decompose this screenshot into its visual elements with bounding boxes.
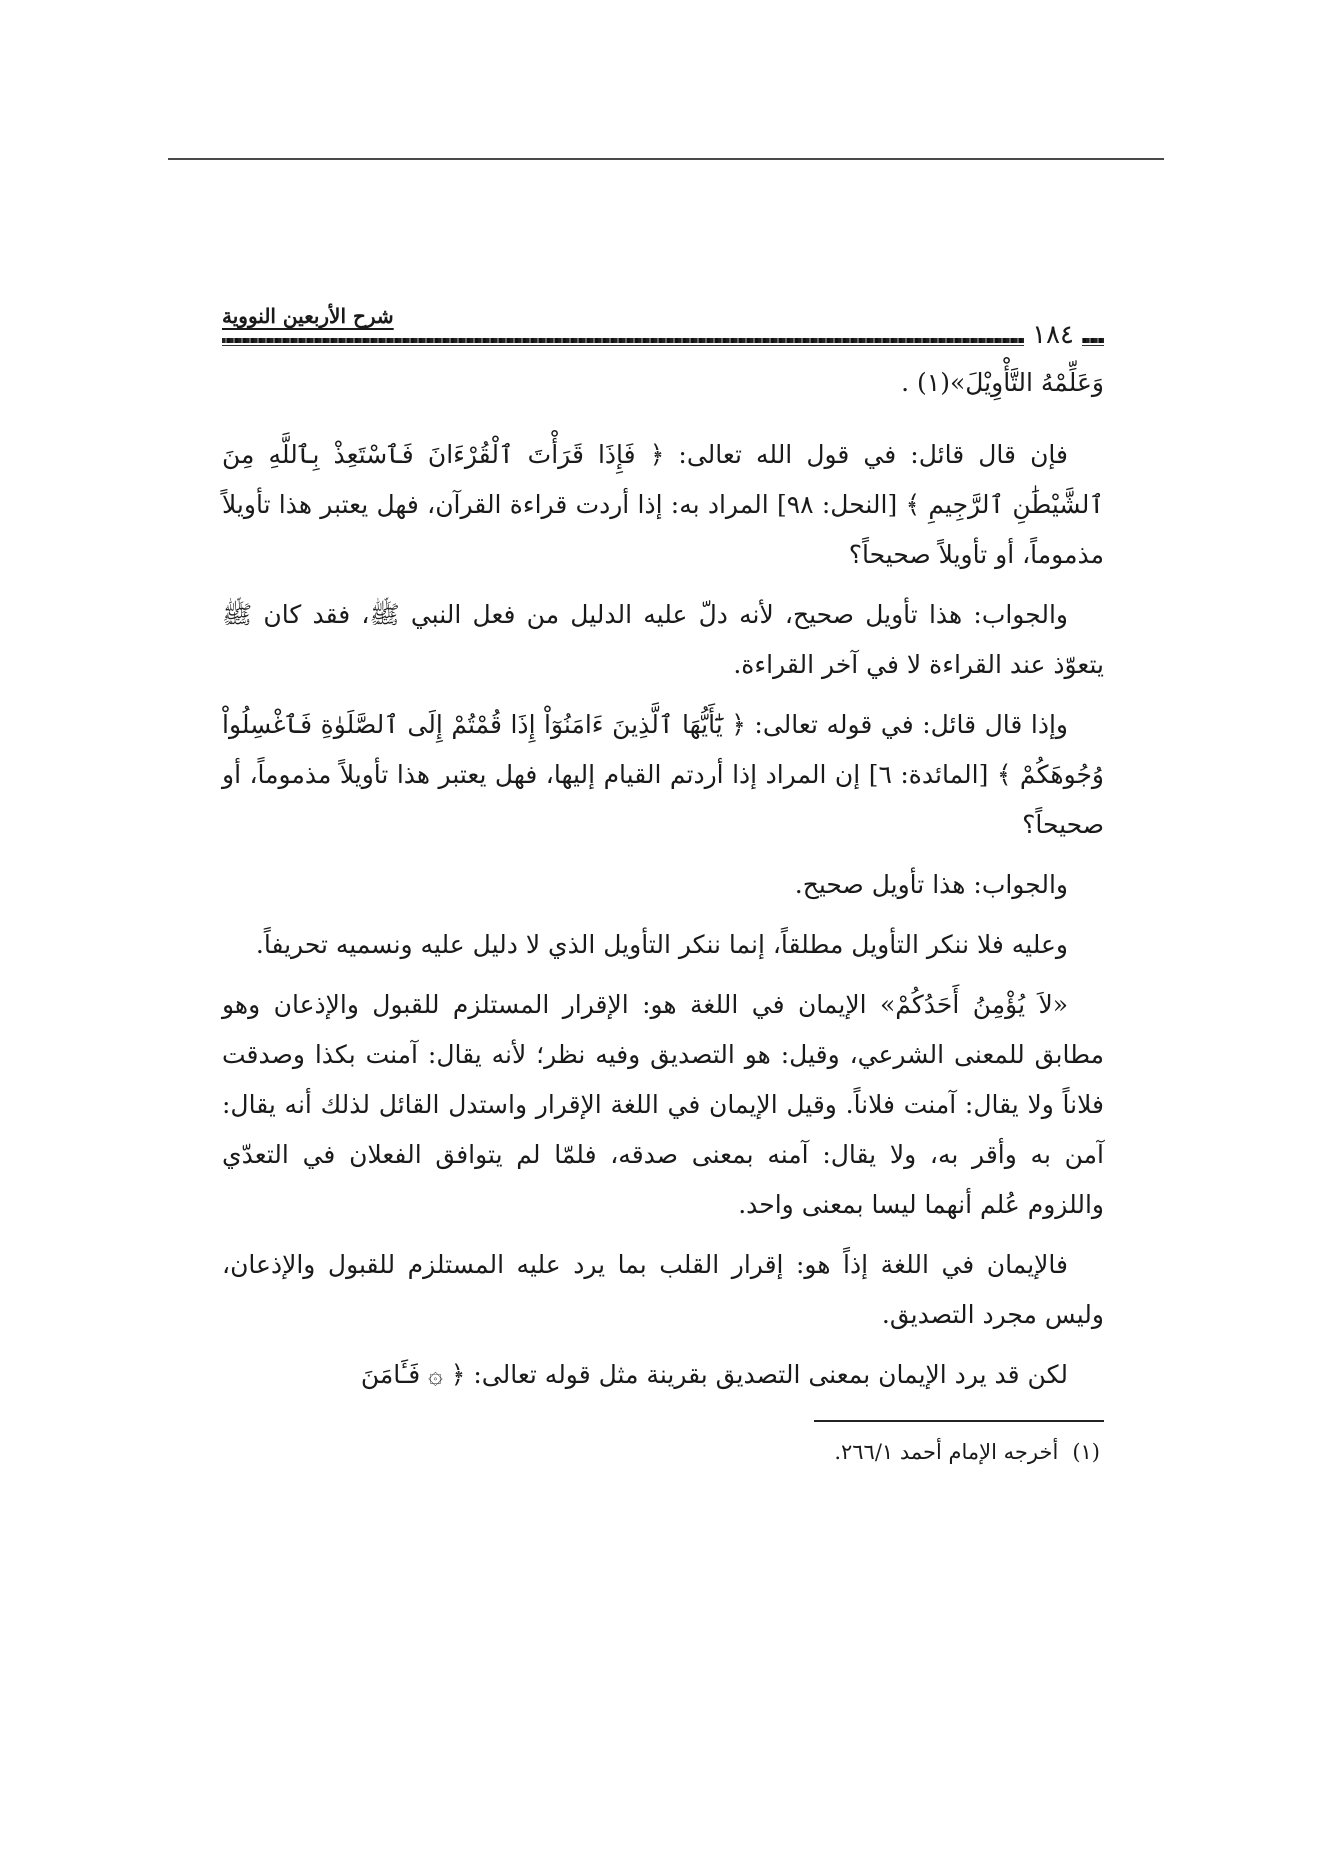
paragraph-3: والجواب: هذا تأويل صحيح، لأنه دلّ عليه الدليل من فعل النبي ﷺ، فقد كان ﷺ يتعوّذ عند القراءة لا في آخر القراءة.	[222, 600, 1104, 679]
header-rule-thin	[222, 345, 1104, 346]
running-header-title: شرح الأربعين النووية	[222, 304, 394, 328]
paragraph-5: والجواب: هذا تأويل صحيح.	[794, 870, 1068, 899]
book-page	[222, 300, 1104, 1468]
page-number: ١٨٤	[1024, 320, 1082, 350]
footnote	[222, 1436, 1104, 1468]
footnote-divider	[814, 1420, 1104, 1422]
footnote-text: أخرجه الإمام أحمد ٢٦٦/١.	[834, 1440, 1059, 1464]
paragraph-1: وَعَلِّمْهُ التَّأْوِيْلَ»(١) .	[901, 368, 1104, 397]
paragraph-8: فالإيمان في اللغة إذاً هو: إقرار القلب بما يرد عليه المستلزم للقبول والإذعان، وليس مجرد التصديق.	[222, 1250, 1104, 1329]
footnote-number: (١)	[1072, 1440, 1100, 1464]
paragraph-4: وإذا قال قائل: في قوله تعالى: ﴿ يَٰٓأَيُّهَا ٱلَّذِينَ ءَامَنُوٓاْ إِذَا قُمْتُمْ إِلَى ٱلصَّلَوٰةِ فَٱغْسِلُواْ وُجُوهَكُمْ ﴾ [المائدة: ٦] إن المراد إذا أردتم القيام إليها، فهل يعتبر هذا تأويلاً مذموماً، أو صحيحاً؟	[222, 710, 1105, 839]
paragraph-6: وعليه فلا ننكر التأويل مطلقاً، إنما ننكر التأويل الذي لا دليل عليه ونسميه تحريفاً.	[255, 930, 1068, 959]
paragraph-7: «لاَ يُؤْمِنُ أَحَدُكُمْ» الإيمان في اللغة هو: الإقرار المستلزم للقبول والإذعان وهو مطابق للمعنى الشرعي، وقيل: هو التصديق وفيه نظر؛ لأنه يقال: آمنت بكذا وصدقت فلاناً ولا يقال: آمنت فلاناً. وقيل الإيمان في اللغة الإقرار واستدل القائل لذلك أنه يقال: آمن به وأقر به، ولا يقال: آمنه بمعنى صدقه، فلمّا لم يتوافق الفعلان في التعدّي واللزوم عُلم أنهما ليسا بمعنى واحد.	[222, 990, 1104, 1219]
paragraph-2: فإن قال قائل: في قول الله تعالى: ﴿ فَإِذَا قَرَأْتَ ٱلْقُرْءَانَ فَٱسْتَعِذْ بِٱللَّهِ مِنَ ٱلشَّيْطَٰنِ ٱلرَّجِيمِ ﴾ [النحل: ٩٨] المراد به: إذا أردت قراءة القرآن، فهل يعتبر هذا تأويلاً مذموماً، أو تأويلاً صحيحاً؟	[222, 440, 1104, 569]
header-rule	[222, 338, 1104, 343]
running-header	[222, 300, 1104, 352]
scan-top-rule	[168, 158, 1164, 160]
main-text	[222, 358, 1104, 1400]
paragraph-9: لكن قد يرد الإيمان بمعنى التصديق بقرينة مثل قوله تعالى: ﴿ ۞ فَـَٔامَنَ	[360, 1360, 1068, 1389]
